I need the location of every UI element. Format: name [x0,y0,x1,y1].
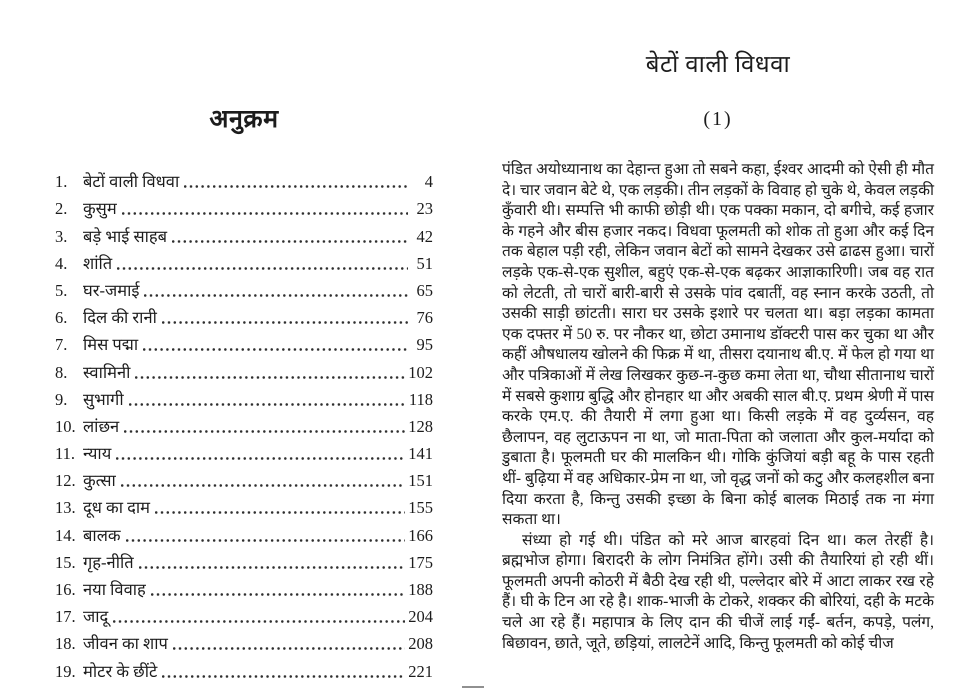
toc-entry-number: 15. [55,552,76,572]
dot-leader [151,593,405,596]
toc-entry-title: गृह-नीति [83,552,134,572]
toc-row [55,219,433,246]
toc-entry-page-number: 204 [408,607,433,627]
toc-row [55,600,433,627]
toc-entry-number: 8. [55,362,68,382]
toc-entry-title: नया विवाह [83,580,146,599]
toc-entry-number: 10. [55,416,76,436]
toc-row [55,274,433,301]
toc-entry-number: 12. [55,471,76,491]
story-page [502,50,934,654]
dot-leader [122,212,408,215]
toc-entry-number: 3. [55,226,68,246]
toc-entry-number: 4. [55,253,68,273]
toc-list [55,165,433,682]
toc-entry-page-number: 166 [408,525,433,545]
toc-entry-title: बड़े भाई साहब [83,226,168,246]
toc-row [55,518,433,545]
dot-leader [172,240,408,243]
toc-row [55,383,433,410]
dot-leader [162,675,405,678]
toc-entry-title: स्वामिनी [83,362,131,382]
section-number: (1) [703,108,733,130]
toc-entry-title: लांछन [83,416,120,436]
toc-entry-title: मिस पद्मा [83,335,139,355]
toc-entry-title: जीवन का शाप [83,634,168,654]
story-paragraph: पंडित अयोध्यानाथ का देहान्त हुआ तो सबने कहा, ईश्वर आदमी को ऐसी ही मौत दे। चार जवान बेटे थे, एक लड़की। तीन लड़कों के विवाह हो चुके थे, केवल लड़की कुँवारी थी। सम्पत्ति भी काफी छोड़ी थी। एक पक्का मकान, दो बगीचे, कई हजार के गहने और बीस हजार नकद। विधवा फूलमती को शोक तो हुआ और कई दिन तक बेहाल पड़ी रही, लेकिन जवान बेटों को सामने देखकर उसे ढाढस हुआ। चारों लड़के एक-से-एक सुशील, बहुएं एक-से-एक बढ़कर आज्ञाकारिणी। जब वह रात को लेटती, तो चारों बारी-बारी से उसके पांव दबातीं, वह स्नान करके उठती, तो उसकी साड़ी छांटती। सारा घर उसके इशारे पर चलता था। बड़ा लड़का कामता एक दफ्तर में 50 रु. पर नौकर था, छोटा उमानाथ डॉक्टरी पास कर चुका था और कहीं औषधालय खोलने की फिक्र में था, तीसरा दयानाथ बी.ए. में फेल हो गया था और पत्रिकाओं में लेख लिखकर कुछ-न-कुछ कमा लेता था, चौथा सीतानाथ चारों में सबसे कुशाग्र बुद्धि और होनहार था और अबकी साल बी.ए. प्रथम श्रेणी में पास करके एम.ए. की तैयारी में लगा हुआ था। किसी लड़के में वह दुर्व्यसन, वह छैलापन, वह लुटाऊपन ना था, जो माता-पिता को जलाता और कुल-मर्यादा को डुबाता है। फूलमती घर की मालकिन थी। गोकि कुंजियां बड़ी बहू के पास रहती थीं- बुढ़िया में वह अधिकार-प्रेम ना था, जो वृद्ध जनों को कटु और कलहशील बना दिया करता है, किन्तु उसकी इच्छा के बिना कोई बालक मिठाई तक ना मंगा सकता था। [502,161,934,529]
toc-entry-title: जादू [83,607,109,627]
toc-row [55,328,433,355]
toc-entry-page-number: 42 [416,226,433,246]
toc-entry-title: कुत्सा [83,471,116,491]
toc-entry-page-number: 141 [408,444,433,464]
dot-leader [116,457,405,460]
dot-leader [162,321,408,324]
dot-leader [129,403,406,406]
toc-entry-title: बेटों वाली विधवा [83,172,180,192]
toc-entry-page-number: 23 [416,199,433,219]
toc-entry-number: 9. [55,389,68,409]
toc-entry-page-number: 128 [408,416,433,436]
toc-entry-number: 6. [55,308,68,328]
toc-entry-title: न्याय [83,444,112,464]
toc-row [55,491,433,518]
dot-leader [126,539,406,542]
toc-row [55,654,433,681]
toc-entry-page-number: 102 [408,362,433,382]
toc-entry-page-number: 188 [408,580,433,599]
toc-entry-number: 11. [55,444,76,464]
toc-entry-page-number: 221 [408,661,433,681]
toc-row [55,464,433,491]
toc-entry-number: 18. [55,634,76,654]
toc-entry-page-number: 151 [408,471,433,491]
dot-leader [173,647,405,650]
toc-entry-number: 13. [55,498,76,518]
dot-leader [135,376,405,379]
toc-row [55,301,433,328]
toc-row [55,573,433,600]
dot-leader [184,185,408,188]
toc-entry-number: 17. [55,607,76,627]
toc-entry-page-number: 155 [408,498,433,518]
toc-entry-number: 19. [55,661,76,681]
toc-entry-number: 1. [55,172,68,192]
toc-entry-page-number: 95 [416,335,433,355]
toc-entry-number: 16. [55,580,76,599]
story-paragraph: संध्या हो गई थी। पंडित को मरे आज बारहवां दिन था। कल तेरहीं है। ब्रह्मभोज होगा। बिरादरी के लोग निमंत्रित होंगे। उसी की तैयारियां हो रही थीं। फूलमती अपनी कोठरी में बैठी देख रही थी, पल्लेदार बोरे में आटा लाकर रख रहे हैं। घी के टिन आ रहे है। शाक-भाजी के टोकरे, शक्कर की बोरियां, दही के मटके चले आ रहे हैं। महापात्र के लिए दान की चीजें लाई गईं- बर्तन, कपड़े, पलंग, बिछावन, छाते, जूते, छड़ियां, लालटेनें आदि, किन्तु फूलमती को कोई चीज [502,531,934,652]
toc-entry-page-number: 175 [408,552,433,572]
dot-leader [155,511,405,514]
center-fold-mark [462,686,484,688]
toc-row [55,192,433,219]
toc-row [55,247,433,274]
toc-entry-title: दूध का दाम [83,498,151,518]
story-body [502,160,934,654]
toc-entry-number: 7. [55,335,68,355]
toc-entry-number: 5. [55,280,68,300]
toc-entry-title: दिल की रानी [83,308,157,328]
toc-entry-title: घर-जमाई [83,280,140,300]
toc-entry-page-number: 4 [424,172,433,192]
toc-entry-title: शांति [83,253,113,273]
toc-row [55,165,433,192]
dot-leader [124,430,405,433]
toc-entry-page-number: 76 [416,308,433,328]
toc-row [55,437,433,464]
toc-entry-title: कुसुम [83,199,117,219]
dot-leader [113,620,405,623]
dot-leader [117,267,408,270]
toc-entry-title: बालक [83,525,121,545]
toc-entry-page-number: 51 [416,253,433,273]
toc-entry-number: 2. [55,199,68,219]
toc-entry-title: सुभागी [83,389,124,409]
toc-entry-number: 14. [55,525,76,545]
toc-entry-page-number: 65 [416,280,433,300]
toc-entry-page-number: 118 [408,389,433,409]
dot-leader [121,484,405,487]
dot-leader [139,566,406,569]
toc-row [55,355,433,382]
story-title: बेटों वाली विधवा [645,52,791,78]
toc-row [55,546,433,573]
contents-page [55,103,433,682]
toc-entry-page-number: 208 [408,634,433,654]
toc-entry-title: मोटर के छींटे [83,661,158,681]
dot-leader [144,294,408,297]
contents-heading: अनुक्रम [209,106,279,133]
toc-row [55,627,433,654]
dot-leader [143,348,408,351]
toc-row [55,410,433,437]
